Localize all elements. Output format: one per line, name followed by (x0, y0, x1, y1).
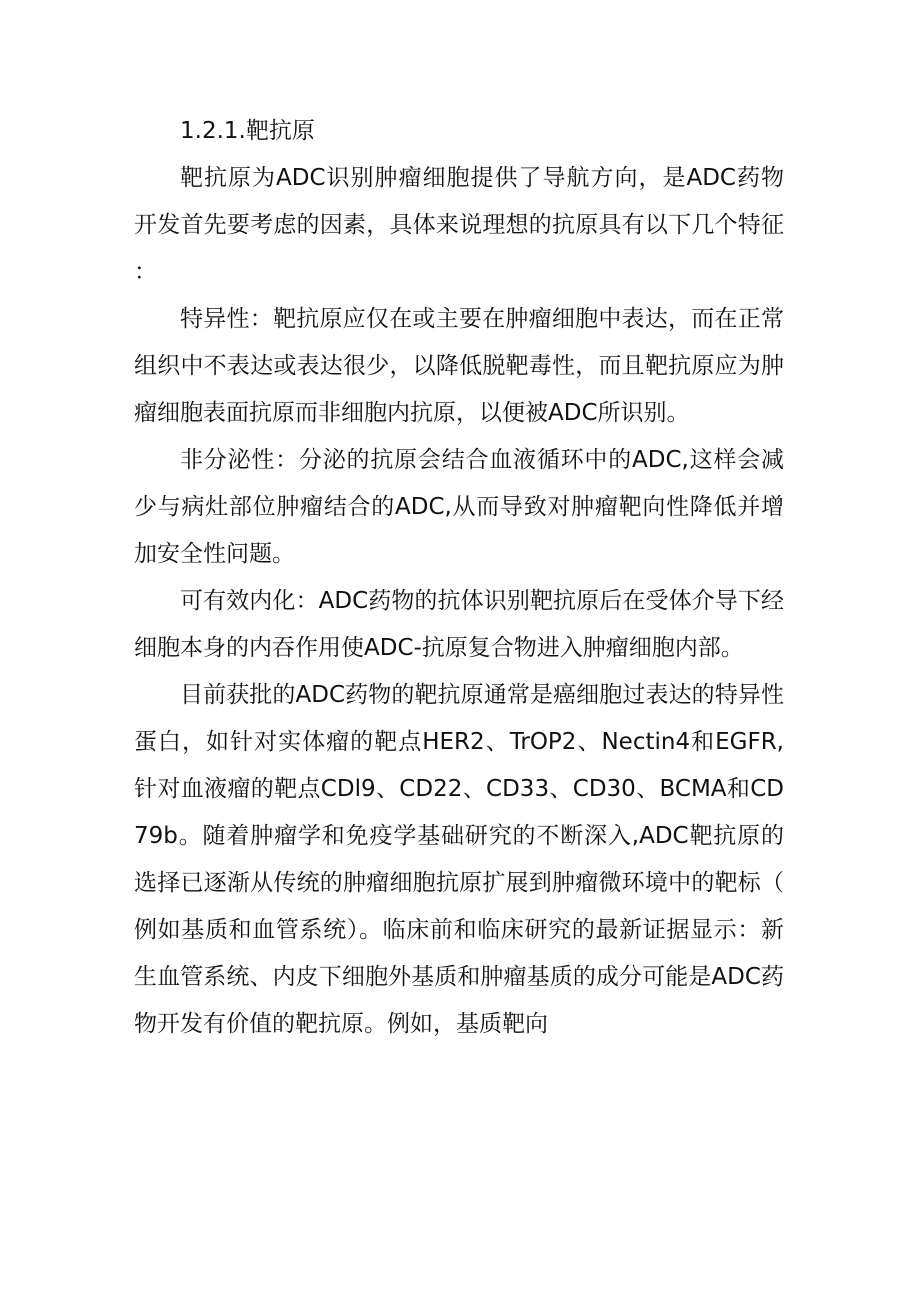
paragraph-approved-targets: 目前获批的ADC药物的靶抗原通常是癌细胞过表达的特异性蛋白，如针对实体瘤的靶点HER2、TrOP2、Nectin4和EGFR,针对血液瘤的靶点CDl9、CD22、CD33、CD30、BCMA和CD79b。随着肿瘤学和免疫学基础研究的不断深入,ADC靶抗原的选择已逐渐从传统的肿瘤细胞抗原扩展到肿瘤微环境中的靶标（例如基质和血管系统）。临床前和临床研究的最新证据显示：新生血管系统、内皮下细胞外基质和肿瘤基质的成分可能是ADC药物开发有价值的靶抗原。例如，基质靶向 (134, 682, 784, 1037)
paragraph-internalization: 可有效内化：ADC药物的抗体识别靶抗原后在受体介导下经细胞本身的内吞作用使ADC-抗原复合物进入肿瘤细胞内部。 (134, 588, 784, 661)
section-heading: 1.2.1.靶抗原 (180, 118, 315, 144)
paragraph-specificity: 特异性：靶抗原应仅在或主要在肿瘤细胞中表达，而在正常组织中不表达或表达很少，以降低脱靶毒性，而且靶抗原应为肿瘤细胞表面抗原而非细胞内抗原，以便被ADC所识别。 (134, 306, 784, 426)
paragraph-intro: 靶抗原为ADC识别肿瘤细胞提供了导航方向，是ADC药物开发首先要考虑的因素，具体来说理想的抗原具有以下几个特征： (134, 165, 784, 285)
document-body (134, 108, 784, 1048)
paragraph-non-secretory: 非分泌性：分泌的抗原会结合血液循环中的ADC,这样会减少与病灶部位肿瘤结合的ADC,从而导致对肿瘤靶向性降低并增加安全性问题。 (134, 447, 784, 567)
